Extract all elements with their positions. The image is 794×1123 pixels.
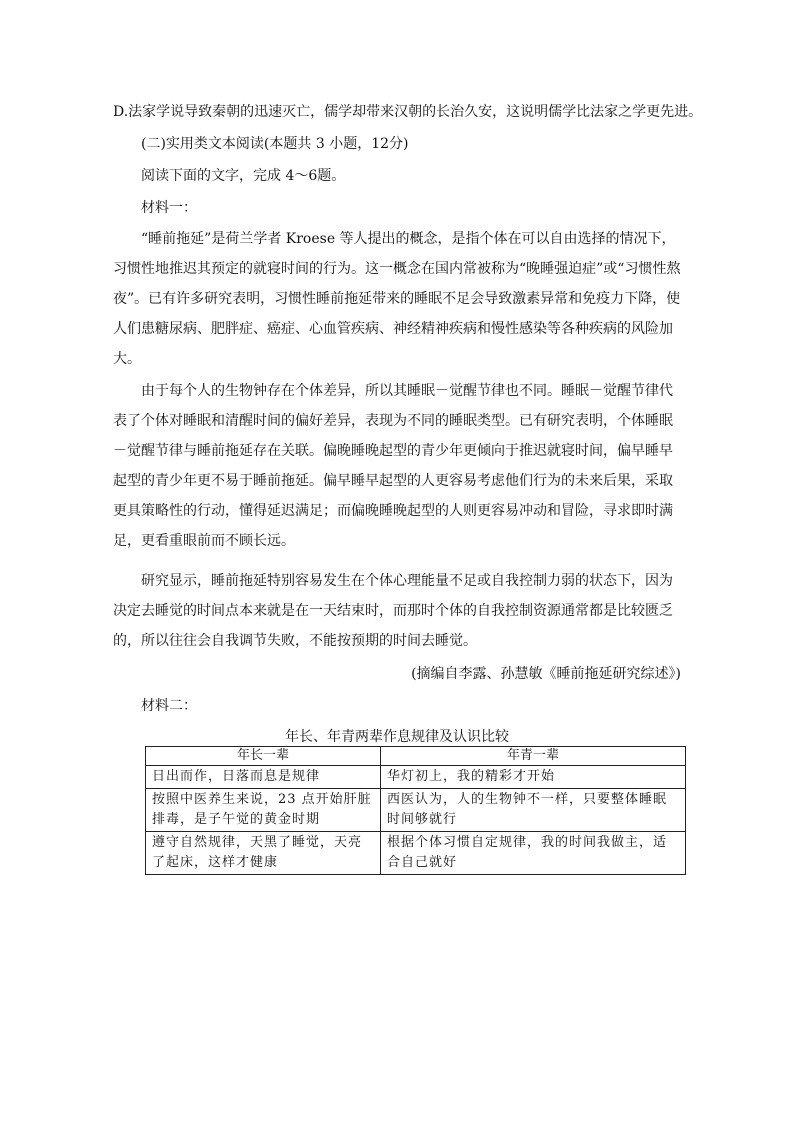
table-cell: 根据个体习惯自定规律，我的时间我做主，适合自己就好 (381, 832, 686, 875)
material-two-label: 材料二： (141, 698, 197, 714)
table-row (146, 832, 686, 875)
table-cell: 遵守自然规律，天黑了睡觉，天亮了起床，这样才健康 (146, 832, 381, 875)
table-row (146, 789, 686, 832)
header-younger-generation: 年青一辈 (381, 747, 686, 766)
table-row (146, 766, 686, 789)
paragraph-text: 由于每个人的生物钟存在个体差异，所以其睡眠－觉醒节律也不同。睡眠－觉醒节律代表了个体对睡眠和清醒时间的偏好差异，表现为不同的睡眠类型。已有研究表明，个体睡眠－觉醒节律与睡前拖延存在关联。偏晚睡晚起型的青少年更倾向于推迟就寝时间，偏早睡早起型的青少年更不易于睡前拖延。偏早睡早起型的人更容易考虑他们行为的未来后果，采取更具策略性的行动，懂得延迟满足；而偏晚睡晚起型的人则更容易冲动和冒险，寻求即时满足，更看重眼前而不顾长远。 (113, 383, 673, 549)
source-citation: (摘编自李露、孙慧敏《睡前拖延研究综述》) (411, 666, 681, 682)
material-one-paragraph-3 (113, 566, 681, 656)
header-older-generation: 年长一辈 (146, 747, 381, 766)
material-one-label: 材料一： (141, 200, 197, 216)
table-cell: 华灯初上，我的精彩才开始 (381, 766, 686, 789)
comparison-table (145, 746, 686, 875)
option-d-text: D.法家学说导致秦朝的迅速灭亡，儒学却带来汉朝的长治久安，这说明儒学比法家之学更先进。 (113, 104, 703, 120)
table-cell: 西医认为，人的生物钟不一样，只要整体睡眠时间够就行 (381, 789, 686, 832)
material-one-paragraph-1 (113, 224, 681, 374)
section-heading: (二)实用类文本阅读(本题共 3 小题，12分) (141, 136, 409, 152)
paragraph-text: “睡前拖延”是荷兰学者 Kroese 等人提出的概念，是指个体在可以自由选择的情况下，习惯性地推迟其预定的就寝时间的行为。这一概念在国内常被称为“晚睡强迫症”或“习惯性熬夜”。已有许多研究表明，习惯性睡前拖延带来的睡眠不足会导致激素异常和免疫力下降，使人们患糖尿病、肥胖症、癌症、心血管疾病、神经精神疾病和慢性感染等各种疾病的风险加大。 (113, 231, 681, 367)
table-cell: 按照中医养生来说，23 点开始肝脏排毒，是子午觉的黄金时期 (146, 789, 381, 832)
table-header-row (146, 747, 686, 766)
table-cell: 日出而作，日落而息是规律 (146, 766, 381, 789)
instruction-text: 阅读下面的文字，完成 4～6题。 (141, 168, 346, 184)
material-one-paragraph-2 (113, 376, 681, 556)
paragraph-text: 研究显示，睡前拖延特别容易发生在个体心理能量不足或自我控制力弱的状态下，因为决定去睡觉的时间点本来就是在一天结束时，而那时个体的自我控制资源通常都是比较匮乏的，所以往往会自我调节失败，不能按预期的时间去睡觉。 (113, 573, 673, 649)
table-title: 年长、年青两辈作息规律及认识比较 (285, 729, 509, 745)
